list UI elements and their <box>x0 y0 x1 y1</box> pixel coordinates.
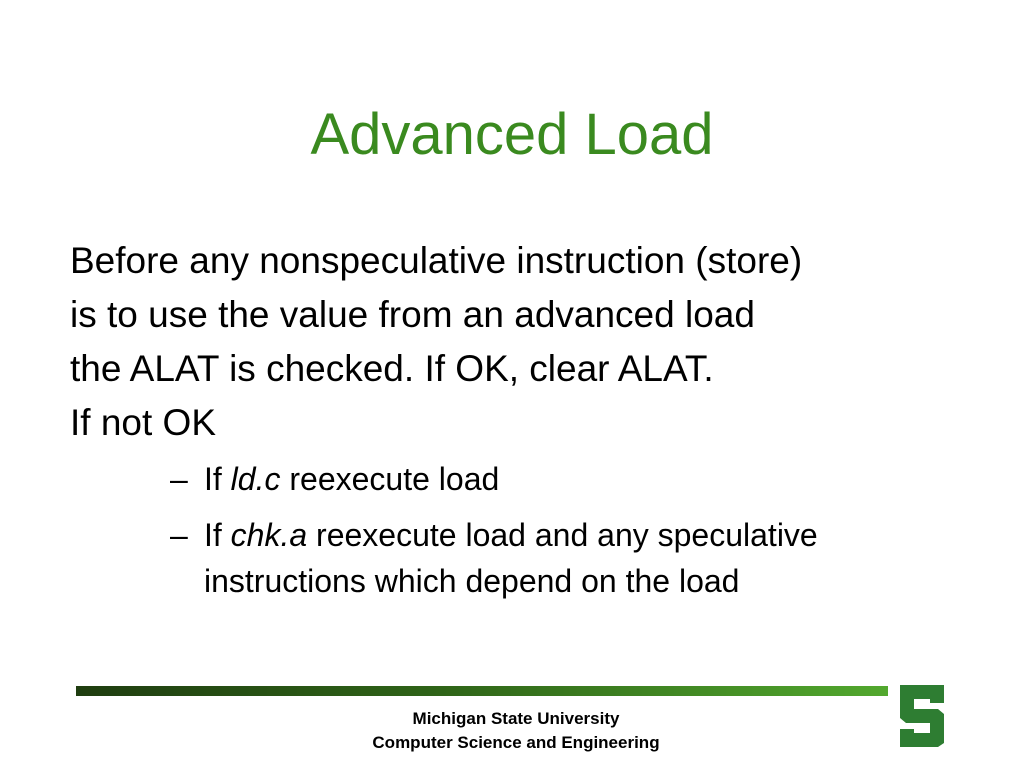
instruction-code: chk.a <box>230 517 308 553</box>
footer-department: Computer Science and Engineering <box>372 733 660 752</box>
main-paragraph <box>70 234 990 450</box>
bullet-text: reexecute load <box>280 461 500 497</box>
bullet-ld-c <box>120 456 990 502</box>
footer-university: Michigan State University <box>412 709 620 728</box>
slide-title: Advanced Load <box>310 102 714 167</box>
paragraph-line: If not OK <box>70 402 217 443</box>
paragraph-line: the ALAT is checked. If OK, clear ALAT. <box>70 348 714 389</box>
footer-divider <box>76 686 888 696</box>
instruction-code: ld.c <box>230 461 281 497</box>
footer-caption <box>300 707 732 755</box>
dash-marker: – <box>170 461 188 497</box>
paragraph-line: Before any nonspeculative instruction (store) <box>70 240 803 281</box>
msu-spartan-s-icon <box>894 683 950 749</box>
slide-body <box>70 234 990 604</box>
bullet-continuation: instructions which depend on the load <box>204 563 740 599</box>
bullet-text: reexecute load and any speculative <box>307 517 818 553</box>
bullet-prefix: If <box>204 517 231 553</box>
bullet-prefix: If <box>204 461 231 497</box>
dash-marker: – <box>170 517 188 553</box>
bullet-chk-a <box>120 512 990 604</box>
paragraph-line: is to use the value from an advanced load <box>70 294 755 335</box>
